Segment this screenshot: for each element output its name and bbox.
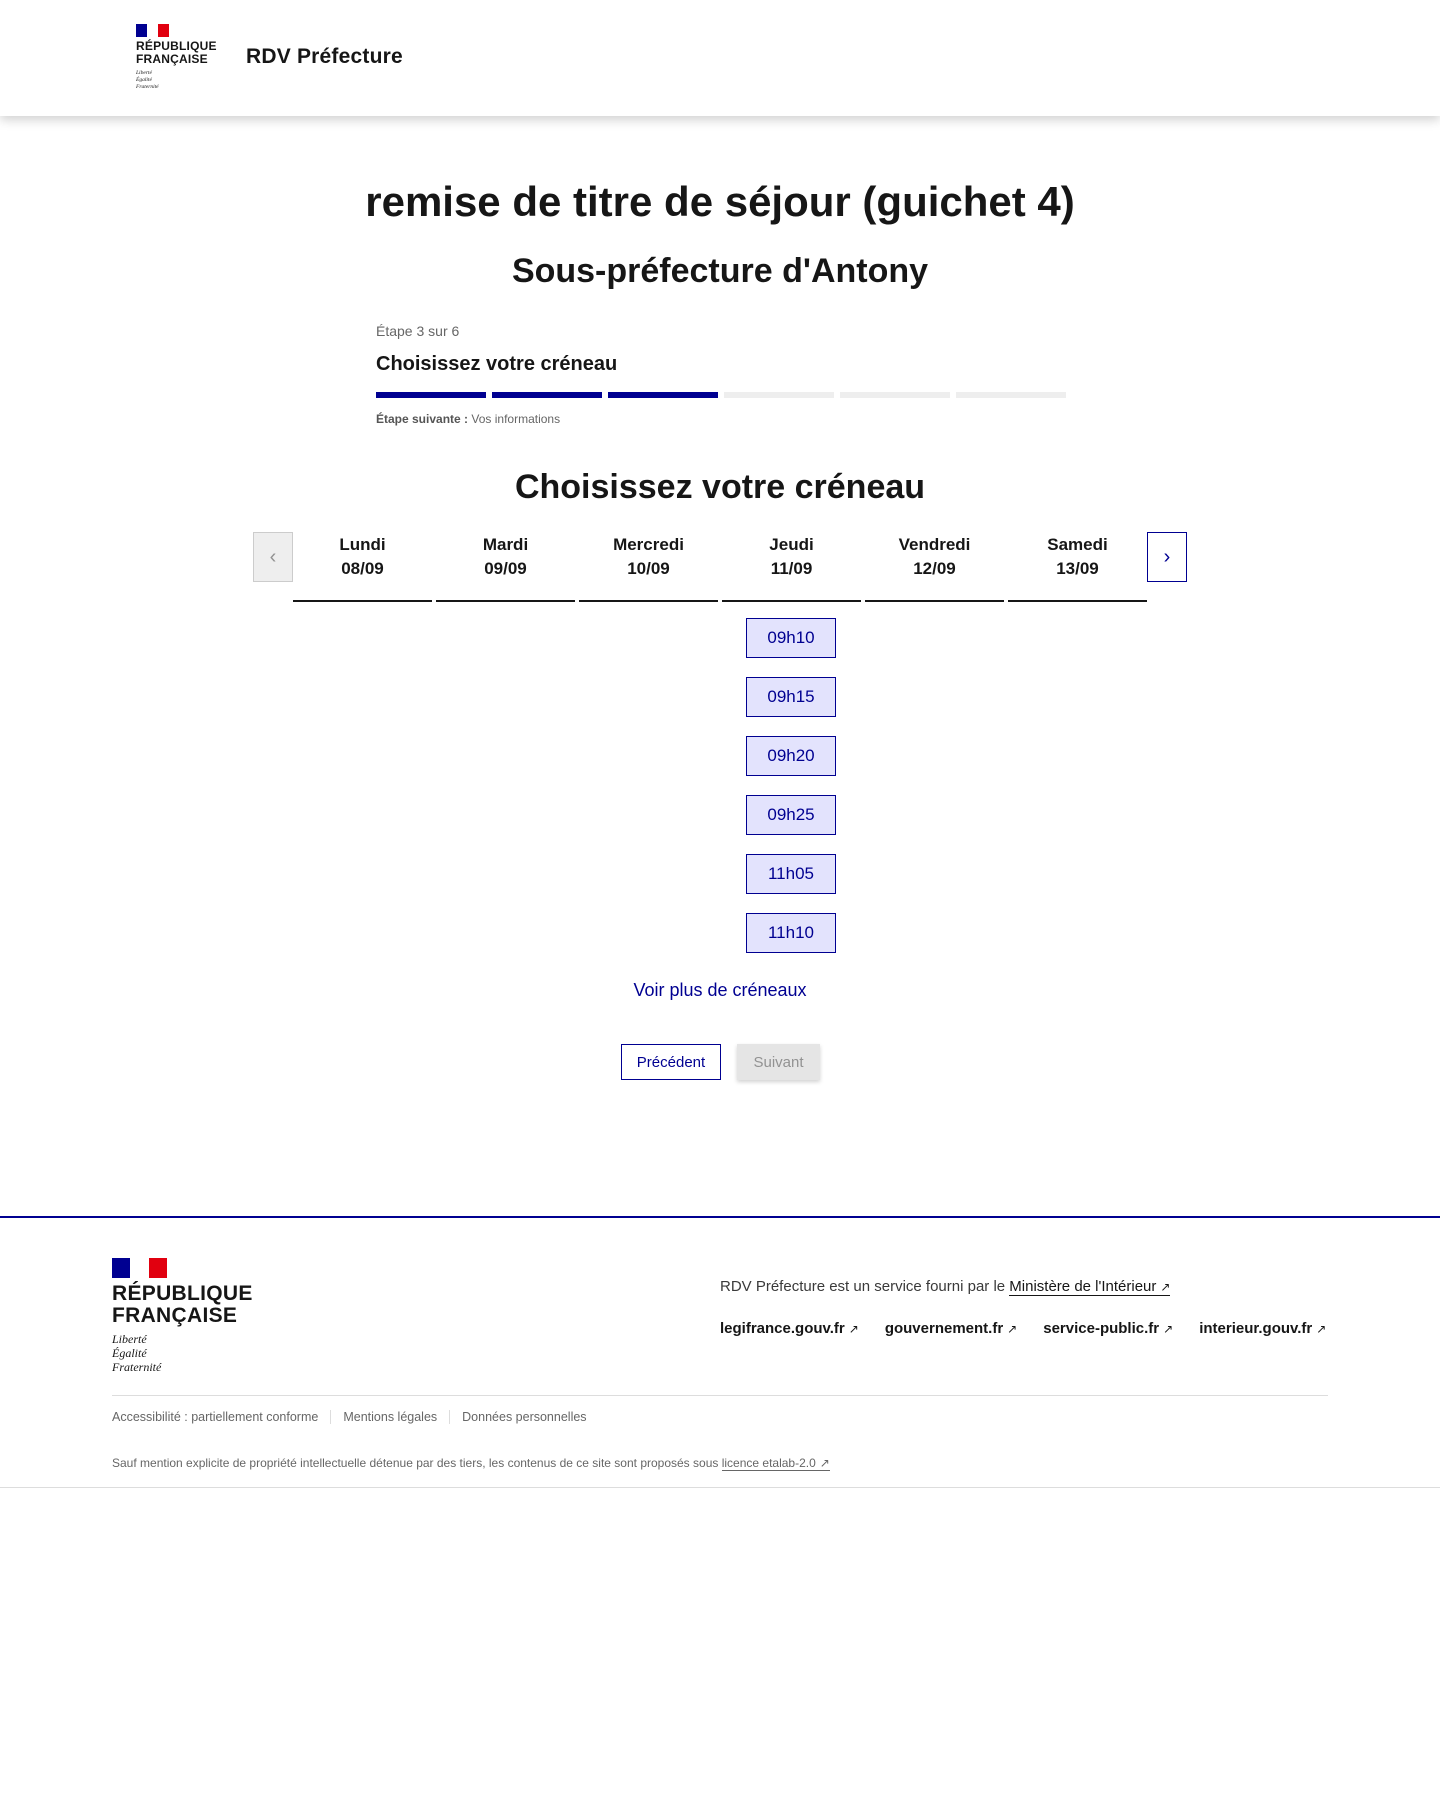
day-date: 12/09 — [913, 559, 956, 578]
next-week-button[interactable] — [1147, 532, 1187, 582]
service-title[interactable]: RDV Préfecture — [246, 45, 403, 68]
license-link[interactable] — [722, 1456, 830, 1471]
external-link-icon: ↗ — [1160, 1280, 1171, 1294]
previous-button[interactable]: Précédent — [621, 1044, 721, 1080]
external-link-icon: ↗ — [848, 1322, 859, 1336]
day-name: Mardi — [482, 535, 529, 554]
day-header-vendredi — [865, 532, 1004, 602]
step-bar-5 — [840, 392, 950, 398]
footer-link-gouvernement[interactable] — [885, 1320, 1017, 1337]
ministere-link-label: Ministère de l'Intérieur — [1009, 1278, 1157, 1295]
next-button[interactable]: Suivant — [737, 1044, 820, 1080]
motto-egalite: Égalité — [136, 77, 152, 83]
day-date: 10/09 — [627, 559, 670, 578]
day-header-lundi — [293, 532, 432, 602]
footer-link-interieur[interactable] — [1199, 1320, 1326, 1337]
logo-line-1: RÉPUBLIQUE — [136, 39, 217, 53]
legal-notice-link[interactable]: Mentions légales — [330, 1410, 449, 1424]
footer-logo[interactable] — [112, 1258, 252, 1374]
step-bar-2 — [492, 392, 602, 398]
day-name: Jeudi — [769, 535, 814, 554]
personal-data-link[interactable]: Données personnelles — [449, 1410, 598, 1424]
logo-line-2: FRANÇAISE — [112, 1304, 238, 1327]
external-link-icon: ↗ — [819, 1456, 830, 1470]
footer-link-label: gouvernement.fr — [884, 1320, 1004, 1337]
motto-liberte: Liberté — [112, 1332, 147, 1346]
motto-liberte: Liberté — [136, 70, 152, 76]
site-footer — [0, 1216, 1440, 1488]
footer-desc-text: RDV Préfecture est un service fourni par le — [720, 1278, 1010, 1295]
day-header-mercredi — [579, 532, 718, 602]
time-slot-button[interactable]: 09h20 — [746, 736, 836, 776]
step-bar-1 — [376, 392, 486, 398]
motto-egalite: Égalité — [112, 1346, 147, 1360]
accessibility-link[interactable]: Accessibilité : partiellement conforme — [112, 1410, 319, 1424]
page-title: remise de titre de séjour (guichet 4) — [365, 178, 1075, 225]
footer-bottom-links — [112, 1410, 599, 1424]
french-flag-icon — [136, 24, 169, 37]
day-columns — [293, 532, 1147, 602]
step-bar-3 — [608, 392, 718, 398]
day-header-mardi — [436, 532, 575, 602]
step-next-label: Étape suivante : — [376, 412, 469, 426]
step-bar-4 — [724, 392, 834, 398]
logo-motto — [136, 70, 216, 91]
motto-fraternite: Fraternité — [136, 84, 159, 90]
step-state: Étape 3 sur 6 — [376, 323, 460, 339]
day-name: Mercredi — [613, 535, 684, 554]
day-date: 11/09 — [770, 559, 813, 578]
footer-link-label: interieur.gouv.fr — [1199, 1320, 1313, 1337]
logo-line-2: FRANÇAISE — [136, 52, 208, 66]
footer-link-label: legifrance.gouv.fr — [720, 1320, 845, 1337]
time-slot-button[interactable]: 11h10 — [746, 913, 836, 953]
ministere-link[interactable] — [1009, 1278, 1170, 1296]
footer-link-legifrance[interactable] — [720, 1320, 859, 1337]
page-subtitle: Sous-préfecture d'Antony — [511, 252, 929, 290]
step-next-info — [376, 412, 1066, 426]
french-flag-icon — [112, 1258, 167, 1278]
footer-divider — [112, 1395, 1328, 1396]
external-link-icon: ↗ — [1163, 1322, 1174, 1336]
jeudi-slots — [746, 618, 836, 972]
republique-francaise-logo[interactable] — [136, 24, 216, 94]
license-link-label: licence etalab-2.0 — [721, 1456, 816, 1470]
footer-link-label: service-public.fr — [1043, 1320, 1160, 1337]
day-date: 09/09 — [484, 559, 527, 578]
step-progress-bar — [376, 392, 1066, 398]
logo-motto — [112, 1332, 252, 1374]
step-title: Choisissez votre créneau — [376, 353, 618, 375]
time-slot-button[interactable]: 09h25 — [746, 795, 836, 835]
day-header-samedi — [1008, 532, 1147, 602]
motto-fraternite: Fraternité — [112, 1360, 162, 1374]
footer-links — [720, 1320, 1326, 1337]
site-header — [0, 0, 1440, 116]
more-slots-link[interactable]: Voir plus de créneaux — [633, 980, 807, 1000]
time-slot-button[interactable]: 09h15 — [746, 677, 836, 717]
step-bar-6 — [956, 392, 1066, 398]
day-date: 13/09 — [1056, 559, 1099, 578]
license-text: Sauf mention explicite de propriété intellectuelle détenue par des tiers, les contenus de ce site sont proposés sous — [112, 1456, 722, 1470]
chevron-left-icon: ‹ — [269, 545, 277, 568]
day-name: Vendredi — [898, 535, 971, 554]
time-slot-button[interactable]: 11h05 — [746, 854, 836, 894]
day-name: Lundi — [339, 535, 386, 554]
external-link-icon: ↗ — [1007, 1322, 1018, 1336]
chevron-right-icon: › — [1163, 545, 1171, 568]
stepper — [376, 323, 1066, 426]
day-header-jeudi — [722, 532, 861, 602]
day-date: 08/09 — [341, 559, 384, 578]
time-slot-button[interactable]: 09h10 — [746, 618, 836, 658]
external-link-icon: ↗ — [1316, 1322, 1327, 1336]
logo-line-1: RÉPUBLIQUE — [112, 1282, 253, 1305]
slots-title: Choisissez votre créneau — [514, 468, 926, 506]
footer-link-service-public[interactable] — [1043, 1320, 1173, 1337]
footer-description — [720, 1278, 1170, 1295]
day-name: Samedi — [1047, 535, 1108, 554]
footer-license — [112, 1456, 830, 1470]
step-next-value: Vos informations — [471, 412, 561, 426]
previous-week-button[interactable] — [253, 532, 293, 582]
